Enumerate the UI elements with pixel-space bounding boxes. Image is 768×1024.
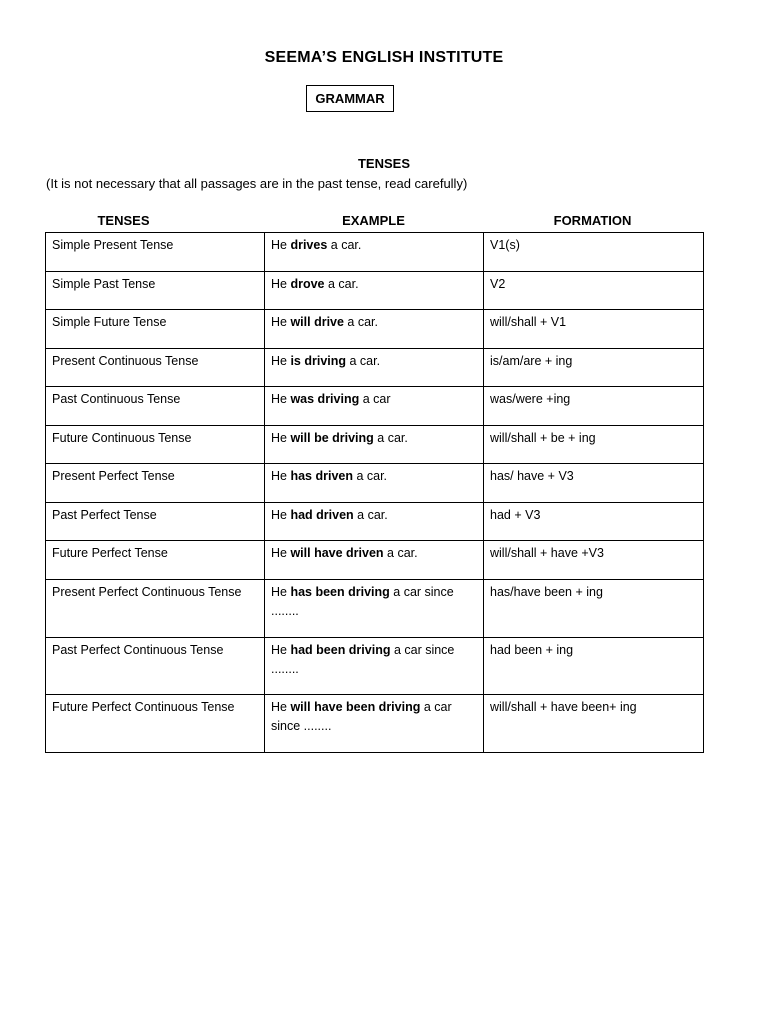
example-verb: is driving bbox=[290, 354, 347, 368]
column-header-example: EXAMPLE bbox=[342, 213, 405, 228]
example-subject: He bbox=[271, 643, 291, 657]
example-cell bbox=[265, 580, 484, 638]
formation-cell: has/ have + V3 bbox=[484, 464, 704, 503]
example-rest: a car. bbox=[324, 277, 359, 291]
example-verb: will have driven bbox=[290, 546, 384, 560]
tense-name-cell: Simple Future Tense bbox=[46, 310, 265, 349]
tense-name-cell: Future Perfect Tense bbox=[46, 541, 265, 580]
example-rest: a car since ........ bbox=[271, 700, 452, 733]
example-cell bbox=[265, 310, 484, 349]
tense-name-cell: Present Perfect Tense bbox=[46, 464, 265, 503]
example-rest: a car since ........ bbox=[271, 585, 454, 618]
table-row bbox=[46, 503, 704, 541]
example-rest: a car since ........ bbox=[271, 643, 455, 676]
example-verb: will drive bbox=[290, 315, 344, 329]
formation-cell: V2 bbox=[484, 272, 704, 310]
example-cell bbox=[265, 233, 484, 272]
example-subject: He bbox=[271, 700, 291, 714]
formation-cell: will/shall + V1 bbox=[484, 310, 704, 349]
tense-name-cell: Future Perfect Continuous Tense bbox=[46, 695, 265, 753]
table-row bbox=[46, 387, 704, 426]
example-cell bbox=[265, 695, 484, 753]
example-verb: drives bbox=[290, 238, 328, 252]
example-cell bbox=[265, 503, 484, 541]
tense-name-cell: Past Perfect Tense bbox=[46, 503, 265, 541]
example-subject: He bbox=[271, 585, 291, 599]
example-rest: a car. bbox=[373, 431, 408, 445]
example-cell bbox=[265, 464, 484, 503]
example-rest: a car. bbox=[352, 469, 388, 483]
formation-cell: will/shall + have +V3 bbox=[484, 541, 704, 580]
tense-name-cell: Past Perfect Continuous Tense bbox=[46, 638, 265, 695]
example-rest: a car. bbox=[353, 508, 388, 522]
table-row bbox=[46, 541, 704, 580]
tense-name-cell: Present Perfect Continuous Tense bbox=[46, 580, 265, 638]
table-row bbox=[46, 426, 704, 464]
subject-label-box bbox=[306, 85, 394, 112]
tense-name-cell: Past Continuous Tense bbox=[46, 387, 265, 426]
formation-cell: has/have been + ing bbox=[484, 580, 704, 638]
example-verb: was driving bbox=[290, 392, 360, 406]
tense-name-cell: Future Continuous Tense bbox=[46, 426, 265, 464]
example-rest: a car bbox=[359, 392, 391, 406]
table-row bbox=[46, 310, 704, 349]
example-cell bbox=[265, 426, 484, 464]
column-header-formation: FORMATION bbox=[553, 213, 632, 228]
table-row bbox=[46, 464, 704, 503]
example-subject: He bbox=[271, 277, 291, 291]
example-subject: He bbox=[271, 469, 291, 483]
table-row bbox=[46, 233, 704, 272]
example-subject: He bbox=[271, 508, 291, 522]
example-subject: He bbox=[271, 546, 291, 560]
formation-cell: will/shall + be + ing bbox=[484, 426, 704, 464]
example-cell bbox=[265, 638, 484, 695]
example-subject: He bbox=[271, 315, 291, 329]
example-cell bbox=[265, 349, 484, 387]
example-subject: He bbox=[271, 238, 291, 252]
example-cell bbox=[265, 387, 484, 426]
example-subject: He bbox=[271, 431, 291, 445]
example-subject: He bbox=[271, 354, 291, 368]
formation-cell: had + V3 bbox=[484, 503, 704, 541]
example-rest: a car. bbox=[383, 546, 418, 560]
institute-title: SEEMA’S ENGLISH INSTITUTE bbox=[264, 49, 504, 66]
tense-name-cell: Present Continuous Tense bbox=[46, 349, 265, 387]
section-note: (It is not necessary that all passages are in the past tense, read carefully) bbox=[46, 176, 468, 191]
tenses-table bbox=[45, 232, 704, 753]
tense-name-cell: Simple Present Tense bbox=[46, 233, 265, 272]
table-row bbox=[46, 349, 704, 387]
example-verb: has been driving bbox=[290, 585, 390, 599]
example-rest: a car. bbox=[327, 238, 362, 252]
example-subject: He bbox=[271, 392, 291, 406]
example-verb: will have been driving bbox=[290, 700, 421, 714]
table-row bbox=[46, 695, 704, 753]
column-header-tenses: TENSES bbox=[97, 213, 150, 228]
formation-cell: is/am/are + ing bbox=[484, 349, 704, 387]
subject-label: GRAMMAR bbox=[315, 91, 385, 106]
tense-name-cell: Simple Past Tense bbox=[46, 272, 265, 310]
example-cell bbox=[265, 272, 484, 310]
table-row bbox=[46, 580, 704, 638]
section-title: TENSES bbox=[357, 156, 410, 171]
formation-cell: was/were +ing bbox=[484, 387, 704, 426]
formation-cell: will/shall + have been+ ing bbox=[484, 695, 704, 753]
example-verb: drove bbox=[290, 277, 325, 291]
example-rest: a car. bbox=[343, 315, 378, 329]
example-verb: had driven bbox=[290, 508, 354, 522]
formation-cell: V1(s) bbox=[484, 233, 704, 272]
example-cell bbox=[265, 541, 484, 580]
formation-cell: had been + ing bbox=[484, 638, 704, 695]
table-row bbox=[46, 638, 704, 695]
example-verb: had been driving bbox=[290, 643, 391, 657]
table-row bbox=[46, 272, 704, 310]
example-rest: a car. bbox=[346, 354, 381, 368]
example-verb: has driven bbox=[290, 469, 353, 483]
example-verb: will be driving bbox=[290, 431, 374, 445]
